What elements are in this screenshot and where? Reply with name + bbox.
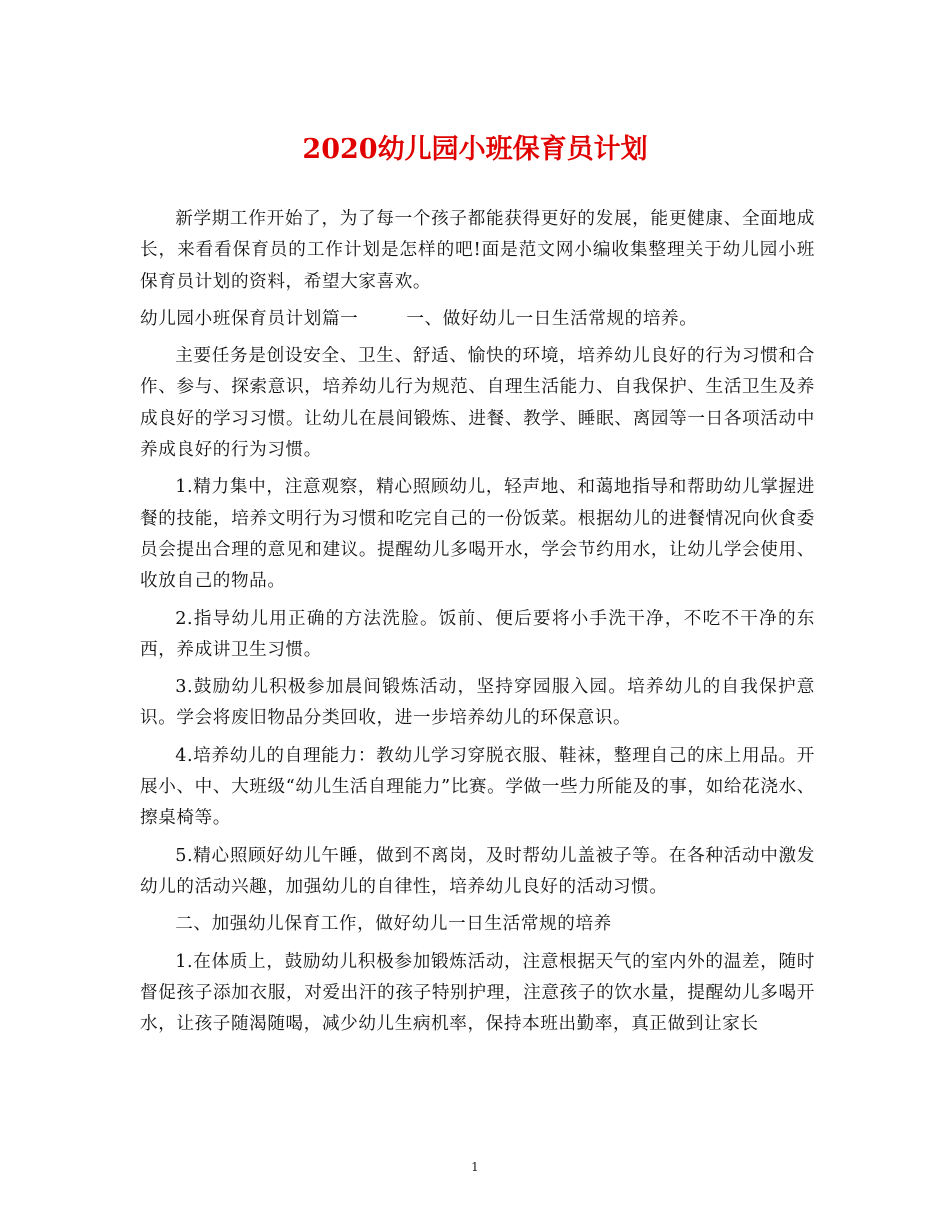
intro-paragraph: 新学期工作开始了，为了每一个孩子都能获得更好的发展，能更健康、全面地成长，来看看保育员的工作计划是怎样的吧!面是范文网小编收集整理关于幼儿园小班保育员计划的资料，希望大家喜欢。	[140, 209, 815, 292]
section-one-heading: 一、做好幼儿一日生活常规的培养。	[406, 308, 698, 329]
paragraph-item-3: 3.鼓励幼儿积极参加晨间锻炼活动，坚持穿园服入园。培养幼儿的自我保护意识。学会将废旧物品分类回收，进一步培养幼儿的环保意识。	[140, 677, 815, 729]
paragraph-item-4: 4.培养幼儿的自理能力：教幼儿学习穿脱衣服、鞋袜，整理自己的床上用品。开展小、中、大班级“幼儿生活自理能力”比赛。学做一些力所能及的事，如给花浇水、擦桌椅等。	[140, 745, 815, 829]
paragraph-item-5: 5.精心照顾好幼儿午睡，做到不离岗，及时帮幼儿盖被子等。在各种活动中激发幼儿的活动兴趣，加强幼儿的自律性，培养幼儿良好的活动习惯。	[140, 845, 815, 897]
paragraph-main-task: 主要任务是创设安全、卫生、舒适、愉快的环境，培养幼儿良好的行为习惯和合作、参与、探索意识，培养幼儿行为规范、自理生活能力、自我保护、生活卫生及养成良好的学习习惯。让幼儿在晨间锻炼、进餐、教学、睡眠、离园等一日各项活动中养成良好的行为习惯。	[140, 346, 815, 461]
section-two-heading: 二、加强幼儿保育工作，做好幼儿一日生活常规的培养	[175, 914, 612, 935]
paragraph-item-1: 1.精力集中，注意观察，精心照顾幼儿，轻声地、和蔼地指导和帮助幼儿掌握进餐的技能，培养文明行为习惯和吃完自己的一份饭菜。根据幼儿的进餐情况向伙食委员会提出合理的意见和建议。提醒幼儿多喝开水，学会节约用水，让幼儿学会使用、收放自己的物品。	[140, 477, 815, 592]
paragraph-item-2: 2.指导幼儿用正确的方法洗脸。饭前、便后要将小手洗干净，不吃不干净的东西，养成讲卫生习惯。	[140, 608, 815, 660]
part-heading: 幼儿园小班保育员计划篇一	[140, 308, 359, 329]
paragraph-section-two-item-1: 1.在体质上，鼓励幼儿积极参加锻炼活动，注意根据天气的室内外的温差，随时督促孩子添加衣服，对爱出汗的孩子特别护理，注意孩子的饮水量，提醒幼儿多喝开水，让孩子随渴随喝，减少幼儿生病机率，保持本班出勤率，真正做到让家长	[140, 951, 815, 1035]
document-body	[140, 204, 815, 1040]
section-heading-line	[140, 304, 815, 335]
page-number: 1	[471, 1160, 479, 1174]
document-title: 2020幼儿园小班保育员计划	[302, 134, 648, 165]
